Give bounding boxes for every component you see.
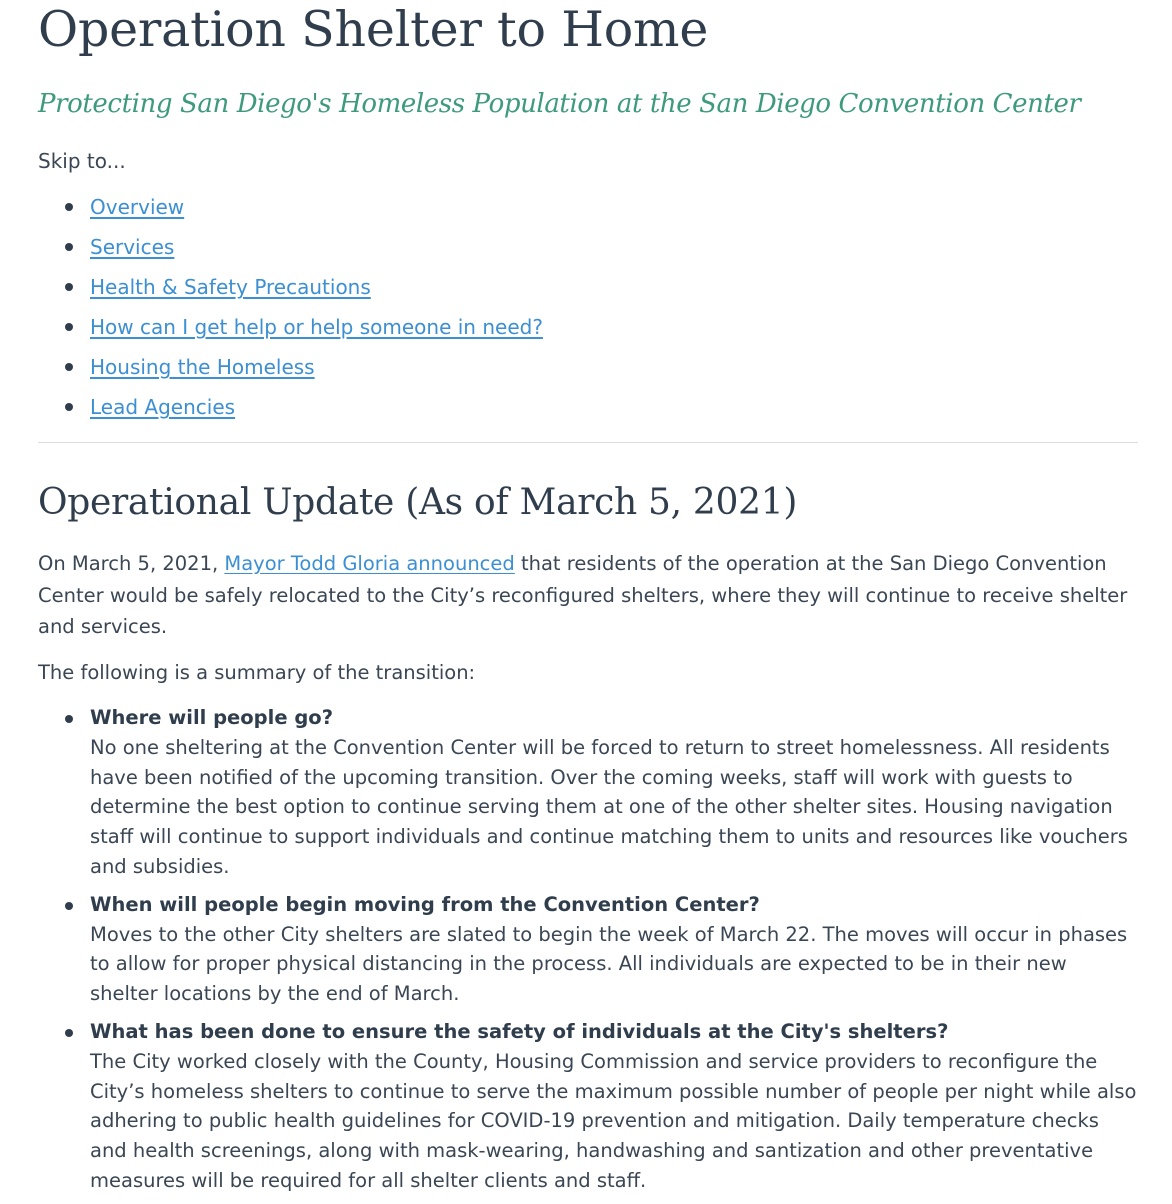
transition-summary-list	[38, 703, 1138, 1204]
section-title: Operational Update (As of March 5, 2021)	[38, 482, 798, 523]
bullet-icon	[65, 283, 73, 291]
bullet-icon	[65, 243, 73, 251]
question-heading: What has been done to ensure the safety of individuals at the City's shelters?	[90, 1019, 949, 1043]
list-item	[38, 192, 543, 232]
answer-text: The City worked closely with the County, Housing Commission and service providers to reconfigure the City’s homeless shelters to continue to serve the maximum possible number of people per night while also adhering to public health guidelines for COVID-19 prevention and mitigation. Daily temperature checks and health screenings, along with mask-wearing, handwashing and santization and other preventative measures will be required for all shelter clients and staff.	[90, 1049, 1137, 1192]
mayor-announcement-link[interactable]: Mayor Todd Gloria announced	[224, 552, 515, 575]
link-services[interactable]: Services	[90, 235, 175, 259]
section-divider	[38, 442, 1138, 443]
link-get-help[interactable]: How can I get help or help someone in need?	[90, 315, 543, 339]
link-overview[interactable]: Overview	[90, 195, 185, 219]
bullet-icon	[65, 403, 73, 411]
page-title: Operation Shelter to Home	[38, 1, 709, 58]
bullet-icon	[65, 902, 73, 910]
intro-paragraph	[38, 548, 1138, 643]
list-item	[38, 312, 543, 352]
list-item	[38, 890, 1138, 1009]
intro-suffix: that residents of the operation at the San Diego Convention Center would be safely relocated to the City’s reconfigured shelters, where they will continue to receive shelter and services.	[38, 552, 1128, 638]
bullet-icon	[65, 715, 73, 723]
skip-to-list	[38, 192, 543, 432]
summary-label: The following is a summary of the transition:	[38, 661, 476, 684]
link-health-safety[interactable]: Health & Safety Precautions	[90, 275, 371, 299]
skip-to-label: Skip to...	[38, 149, 126, 173]
answer-text: Moves to the other City shelters are slated to begin the week of March 22. The moves will occur in phases to allow for proper physical distancing in the process. All individuals are expected to be in their new shelter locations by the end of March.	[90, 922, 1128, 1006]
page-subtitle: Protecting San Diego's Homeless Population at the San Diego Convention Center	[38, 89, 1081, 119]
list-item	[38, 232, 543, 272]
question-heading: Where will people go?	[90, 706, 334, 729]
list-item	[38, 352, 543, 392]
list-item	[38, 392, 543, 432]
list-item	[38, 1017, 1138, 1196]
intro-prefix: On March 5, 2021,	[38, 552, 225, 575]
link-lead-agencies[interactable]: Lead Agencies	[90, 395, 236, 419]
bullet-icon	[65, 363, 73, 371]
link-housing-homeless[interactable]: Housing the Homeless	[90, 355, 315, 379]
answer-text: No one sheltering at the Convention Center will be forced to return to street homelessness. All residents have been notified of the upcoming transition. Over the coming weeks, staff will work with guests to determine the best option to continue serving them at one of the other shelter sites. Housing navigation staff will continue to support individuals and continue matching them to units and resources like vouchers and subsidies.	[90, 735, 1128, 878]
bullet-icon	[65, 1029, 73, 1037]
bullet-icon	[65, 323, 73, 331]
question-heading: When will people begin moving from the Convention Center?	[90, 892, 760, 916]
list-item	[38, 703, 1138, 882]
bullet-icon	[65, 203, 73, 211]
list-item	[38, 272, 543, 312]
